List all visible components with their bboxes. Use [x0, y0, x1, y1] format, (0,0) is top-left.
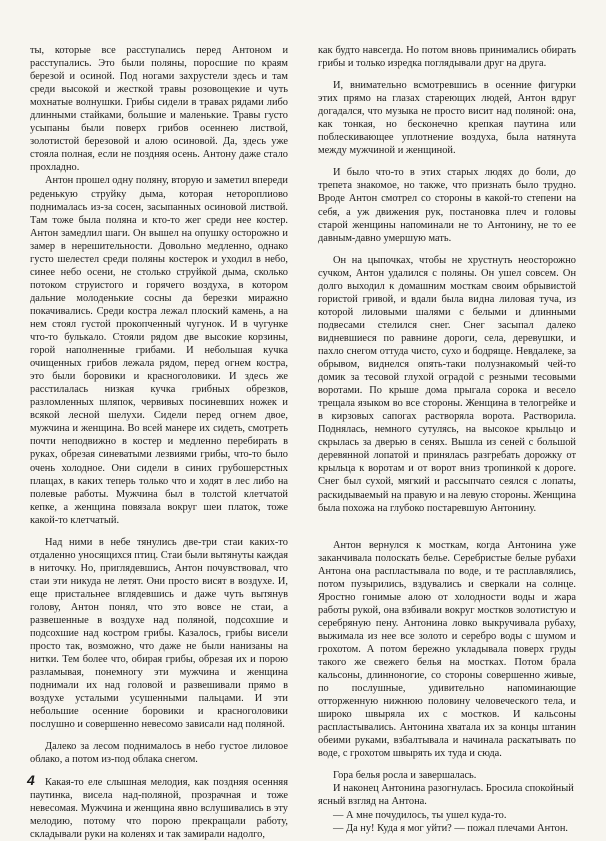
paragraph: И, внимательно всмотревшись в осенние фигурки этих прямо на глазах стареющих людей, Антон вдруг догадался, что музыка не просто висит над поляной: она, как тонкая, но бесконечно крепкая паутина или поблескивающее уплотнение воздуха, была натянута между мужчиной и женщиной. — [318, 80, 576, 157]
right-text-column — [318, 44, 576, 835]
paragraph: И наконец Антонина разогнулась. Бросила спокойный ясный взгляд на Антона. — [318, 783, 574, 808]
paragraph: Над ними в небе тянулись две-три стаи каких-то отдаленно уносящихся птиц. Стаи были вытянуты каждая в ниточку. Но, приглядевшись, Антон почувствовал, что стаи эти никуда не летят. Они просто висят в воздухе. И, еще пристальнее вглядевшись и даже чуть вытянув голову, Антон понял, что это вовсе не стаи, а развешенные в воздухе над поляной, подсохшие и подсохшие над костром грибы. Казалось, грибы висели просто так, возможно, что даже не были нанизаны на нитки. Тем более что, обирая грибы, обрезая их и порою разламывая, понемногу эти мужчина и женщина поднимали их над головой и развешивали прямо в воздухе усталыми усушенными пальцами. И эти небольшие осенние боровики и красноголовики послушно и совершенно невесомо зависали над поляной. — [30, 536, 288, 731]
paragraph: Антон вернулся к мосткам, когда Антонина уже заканчивала полоскать белье. Серебристые белые рубахи Антона она распластывала по воде, и те расплавлялись, потом пузырились, вздувались и сверкали на солнце. Яростно гонимые алою от холодности воды и жара работы рукой, она взбивали вокруг мостков золотистую и серебряную пену. Антонина ловко выкручивала рубаху, выжимала из нее все золото и серебро воды с шумом и грохотом. А потом бережно укладывала поверх груды такого же свежего белья на мостках. Потом брала кальсоны, длинноногие, со стороны совершенно живые, по послушные, удивительно напоминающие отторженную нижнюю половину человеческого тела, и широко швыряла их с мостков. И кальсоны распластывались. Антонина хватала их за концы штанин обеими руками, взбалтывала и начинала раскатывать по воде, с грохотом швырять их туда и сюда. — [318, 539, 576, 760]
paragraph: ты, которые все расступались перед Антоном и расступались. Это были поляны, поросшие по краям березой и осиной. Под ногами захрустели здесь и там среди высокой и жесткой травы розовощекие и чуть мохнатые волнушки. Грибы сидели в травах рядами либо длинными стайками, большие и маленькие. Травы густо усыпаны были поверх грибов осеннею листвой, золотистой березовой и алою осиновой. Да, здесь уже стояла полная, если не поздняя осень. Антону даже стало прохладно. — [30, 45, 288, 174]
paragraph: И было что-то в этих старых людях до боли, до трепета знакомое, но также, что признать было трудно. Вроде Антон смотрел со стороны в какой-то степени на себя, а уж движения рук, постановка плеч и головы старой женщины напоминали не то Антонину, не то ее давным-давно умершую мать. — [318, 167, 576, 244]
paragraph: Гора белья росла и завершалась. — [333, 770, 477, 782]
dialogue-line: — А мне почудилось, ты ушел куда-то. — [333, 809, 507, 821]
page-number: 4 — [27, 772, 35, 788]
paragraph: Он на цыпочках, чтобы не хрустнуть неосторожно сучком, Антон удалился с поляны. Он ушел совсем. Он долго выходил к домашним мосткам своим обрывистой гористой гривой, и вдали была видна лиловая туча, из которой лиловыми шалями с белыми и длинными подвесами стелился снег. Снег засыпал далеко видневшиеся по равнине дороги, села, деревушки, и пахло снегом оттуда чисто, сухо и бодряще. Невдалеке, за обрывом, виднелся опять-таки полузнакомый чей-то домик за тесовой глухой оградой с резными тесовыми воротами. По крыше дома прыгала сорока и весело трещала языком во все стороны. Женщина в телогрейке и в кирзовых сапогах растворяла ворота. Растворила. Поднялась, немного сутулясь, на высокое крыльцо и скрылась за дверью в сенях. Вышла из сеней с большой деревянной лопатой и принялась разгребать дорожку от крыльца к воротам и от ворот вниз тропинкой к дороге. Снег был сухой, мягкий и рассыпчато сеялся с лопаты, раскидываемый на правую и на левую стороны. Женщина была похожа на глубоко постаревшую Антонину. — [318, 254, 576, 514]
paragraph: Далеко за лесом поднималось в небо густое лиловое облако, а потом из-под облака снегом. — [30, 741, 288, 766]
left-text-column — [30, 44, 288, 841]
paragraph: Какая-то еле слышная мелодия, как поздняя осенняя паутинка, висела над-поляной, прозрачная и тоже невесомая. Мужчина и женщина явно вслушивались в эту мелодию, потому что порою прекращали работу, складывали руки на коленях и так замирали надолго, — [30, 776, 288, 840]
paragraph: Антон прошел одну поляну, вторую и заметил впереди реденькую струйку дыма, которая нетороплиово поднималась из-за сосен, засыпанных осиновой листвой. Там тоже была поляна и кто-то жег среди нее костер. Антон замедлил шаги. Он вышел на опушку осторожно и замер в нерешительности. Довольно медленно, однако густо шелестел среди поляны костерок и уходил в небо, синее небо осени, не столько струйкой дыма, сколько потоком струистого и горячего воздуха, в котором дальние молоденькие сосны да березки миражно покачивались. Среди костра лежал плоский камень, а на нем стоял густой прокопченный чугунок. И в чугунке что-то булькало. Стояли рядом две высокие корзины, горой наполненные грибами. И небольшая кучка очищенных грибов лежала рядом, перед огнем костра, это были боровики и красноголовики. И здесь же расстилалась низкая кучка грибных обрезков, разломленных шляпок, червивых посиневших ножек и всякой лесной шелухи. Сидели перед огнем двое, мужчина и женщина. Во всей манере их сидеть, смотреть почти неподвижно в костер и медленно перебирать в руках, обрезая синеватыми лезвиями грибы, что-то было очень холодное. Они сидели в синих грубошерстных плащах, в каких теперь только что и ходят в лес либо на полевые работы. Мужчина был в толстой клетчатой кепке, а женщина повязала вокруг шеи платок, тоже какой-то клетчатый. — [30, 175, 288, 526]
dialogue-line: — Да ну! Куда я мог уйти? — пожал плечами Антон. — [333, 822, 568, 834]
paragraph: как будто навсегда. Но потом вновь принимались обирать грибы и только изредка поглядывали друг на друга. — [318, 45, 576, 70]
